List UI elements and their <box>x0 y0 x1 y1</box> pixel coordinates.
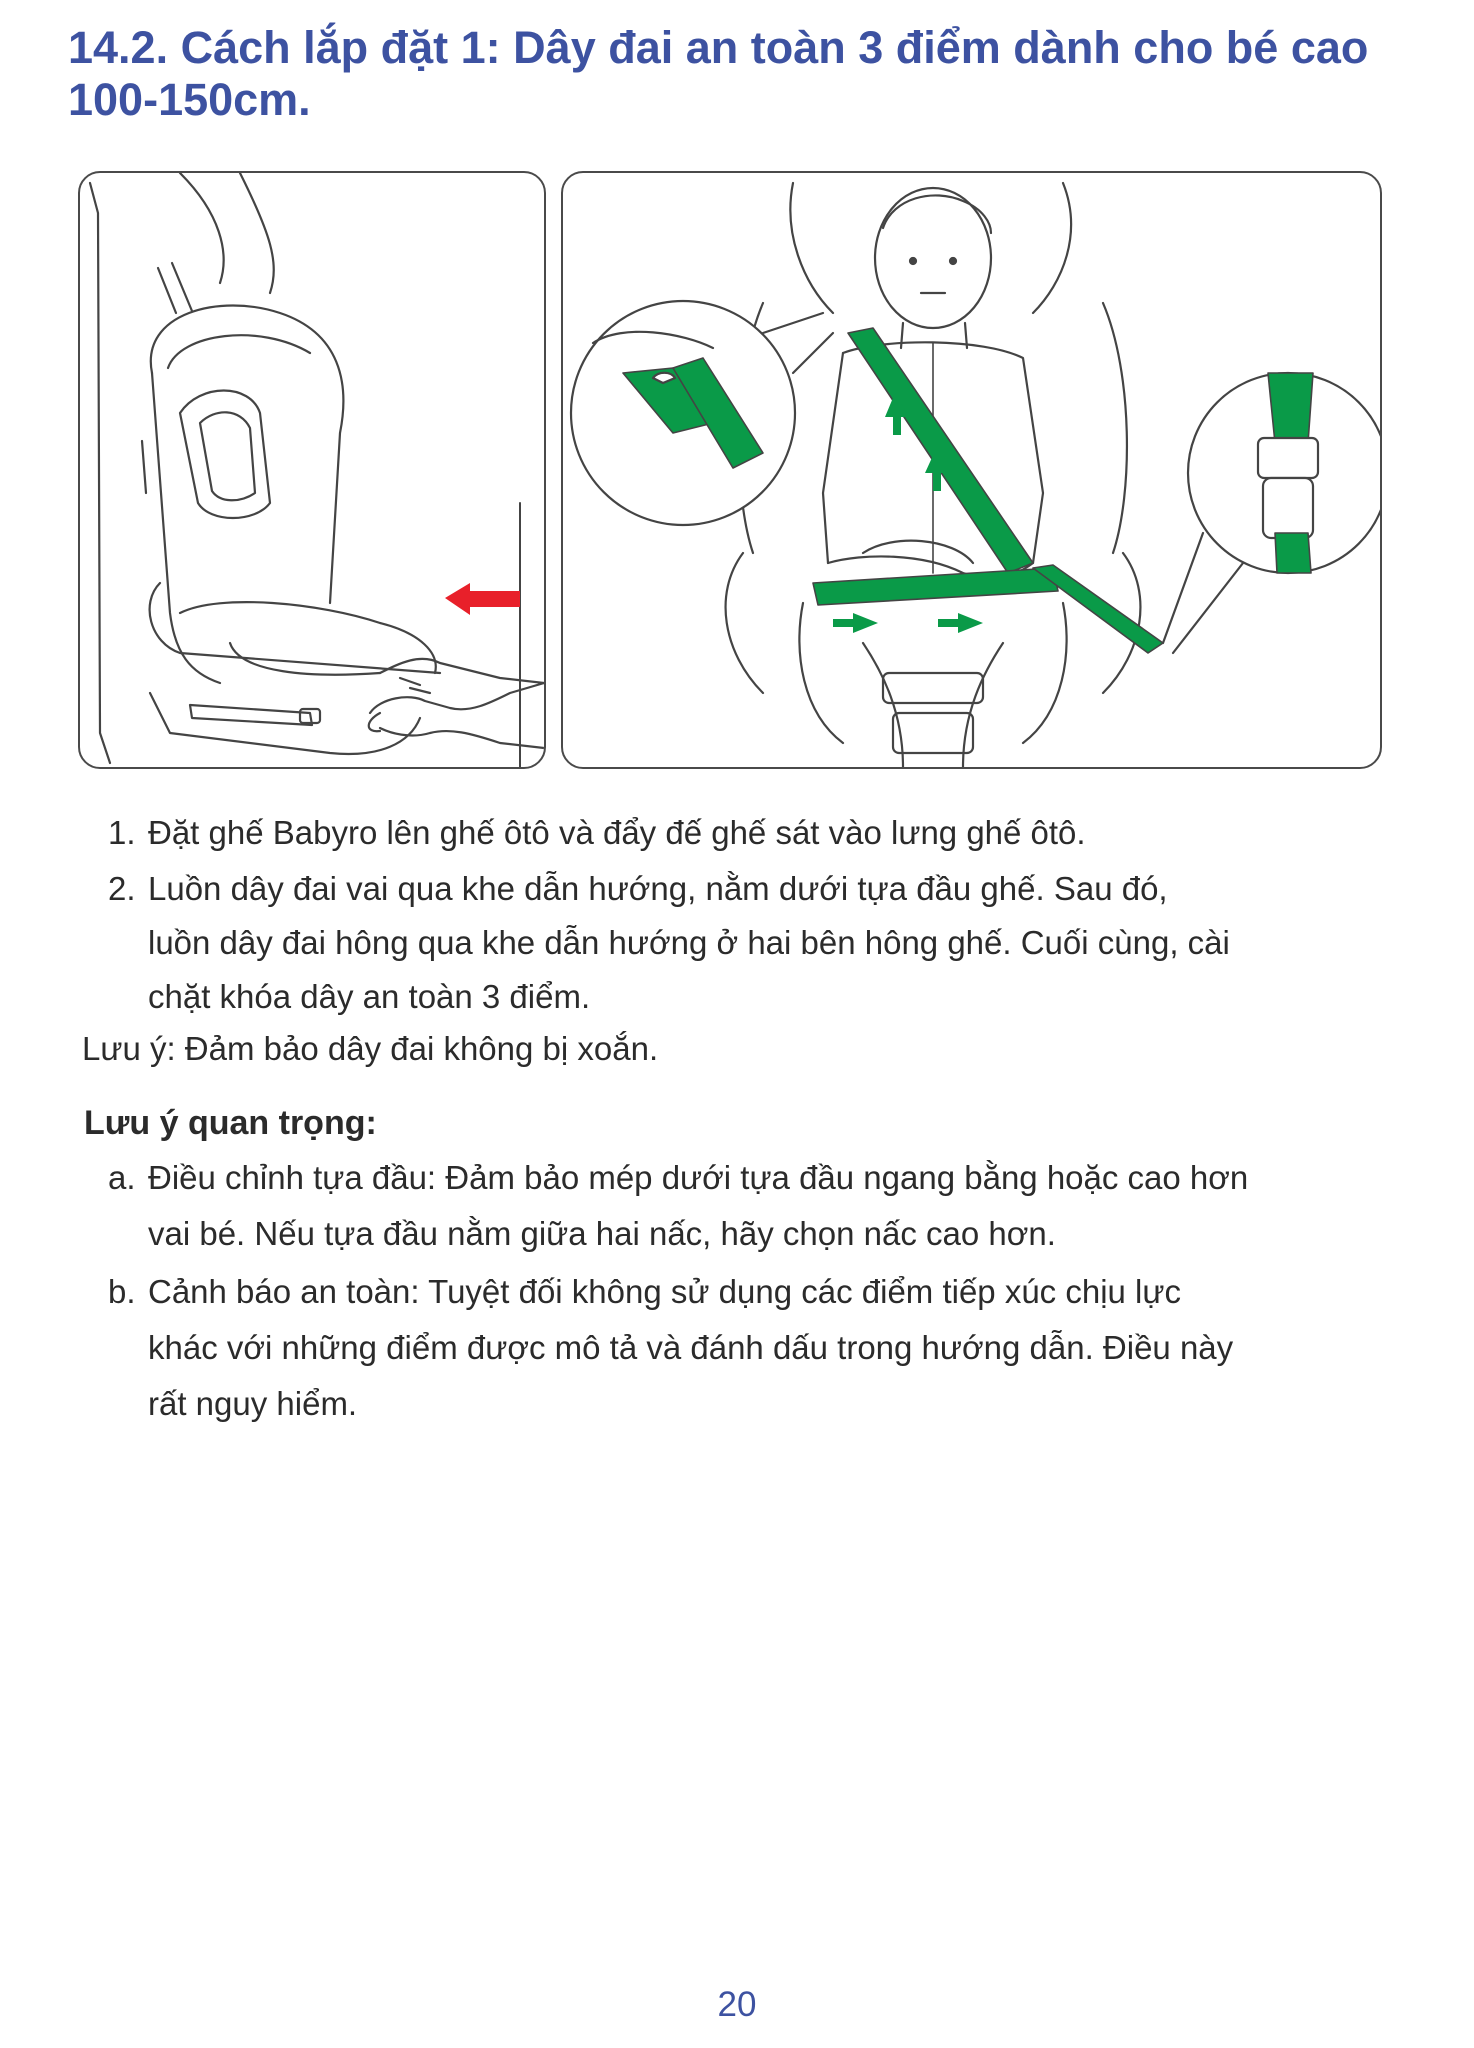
note-text: Lưu ý: Đảm bảo dây đai không bị xoắn. <box>82 1030 659 1067</box>
step-line: luồn dây đai hông qua khe dẫn hướng ở hai bên hông ghế. Cuối cùng, cài <box>148 924 1230 961</box>
step-line: Đặt ghế Babyro lên ghế ôtô và đẩy đế ghế sát vào lưng ghế ôtô. <box>148 814 1086 851</box>
item-line: Cảnh báo an toàn: Tuyệt đối không sử dụng các điểm tiếp xúc chịu lực <box>148 1273 1181 1310</box>
item-letter: b. <box>108 1273 136 1310</box>
step-line: Luồn dây đai vai qua khe dẫn hướng, nằm dưới tựa đầu ghế. Sau đó, <box>148 870 1168 907</box>
step-number: 2. <box>108 870 136 907</box>
figure-seat-installation <box>78 171 546 769</box>
child-belted-seat-icon <box>563 173 1380 767</box>
page-number: 20 <box>717 1985 757 2024</box>
figure-belt-routing <box>561 171 1382 769</box>
item-line: khác với những điểm được mô tả và đánh dấu trong hướng dẫn. Điều này <box>148 1329 1234 1366</box>
page-title: 14.2. Cách lắp đặt 1: Dây đai an toàn 3 điểm dành cho bé cao 100-150cm. <box>68 22 1369 125</box>
item-line: vai bé. Nếu tựa đầu nằm giữa hai nấc, hãy chọn nấc cao hơn. <box>148 1215 1056 1252</box>
step-number: 1. <box>108 814 136 851</box>
item-letter: a. <box>108 1159 136 1196</box>
important-heading: Lưu ý quan trọng: <box>84 1104 377 1142</box>
step-line: chặt khóa dây an toàn 3 điểm. <box>148 978 591 1015</box>
car-seat-push-icon <box>80 173 544 767</box>
item-line: rất nguy hiểm. <box>148 1385 358 1422</box>
item-line: Điều chỉnh tựa đầu: Đảm bảo mép dưới tựa đầu ngang bằng hoặc cao hơn <box>148 1159 1249 1196</box>
